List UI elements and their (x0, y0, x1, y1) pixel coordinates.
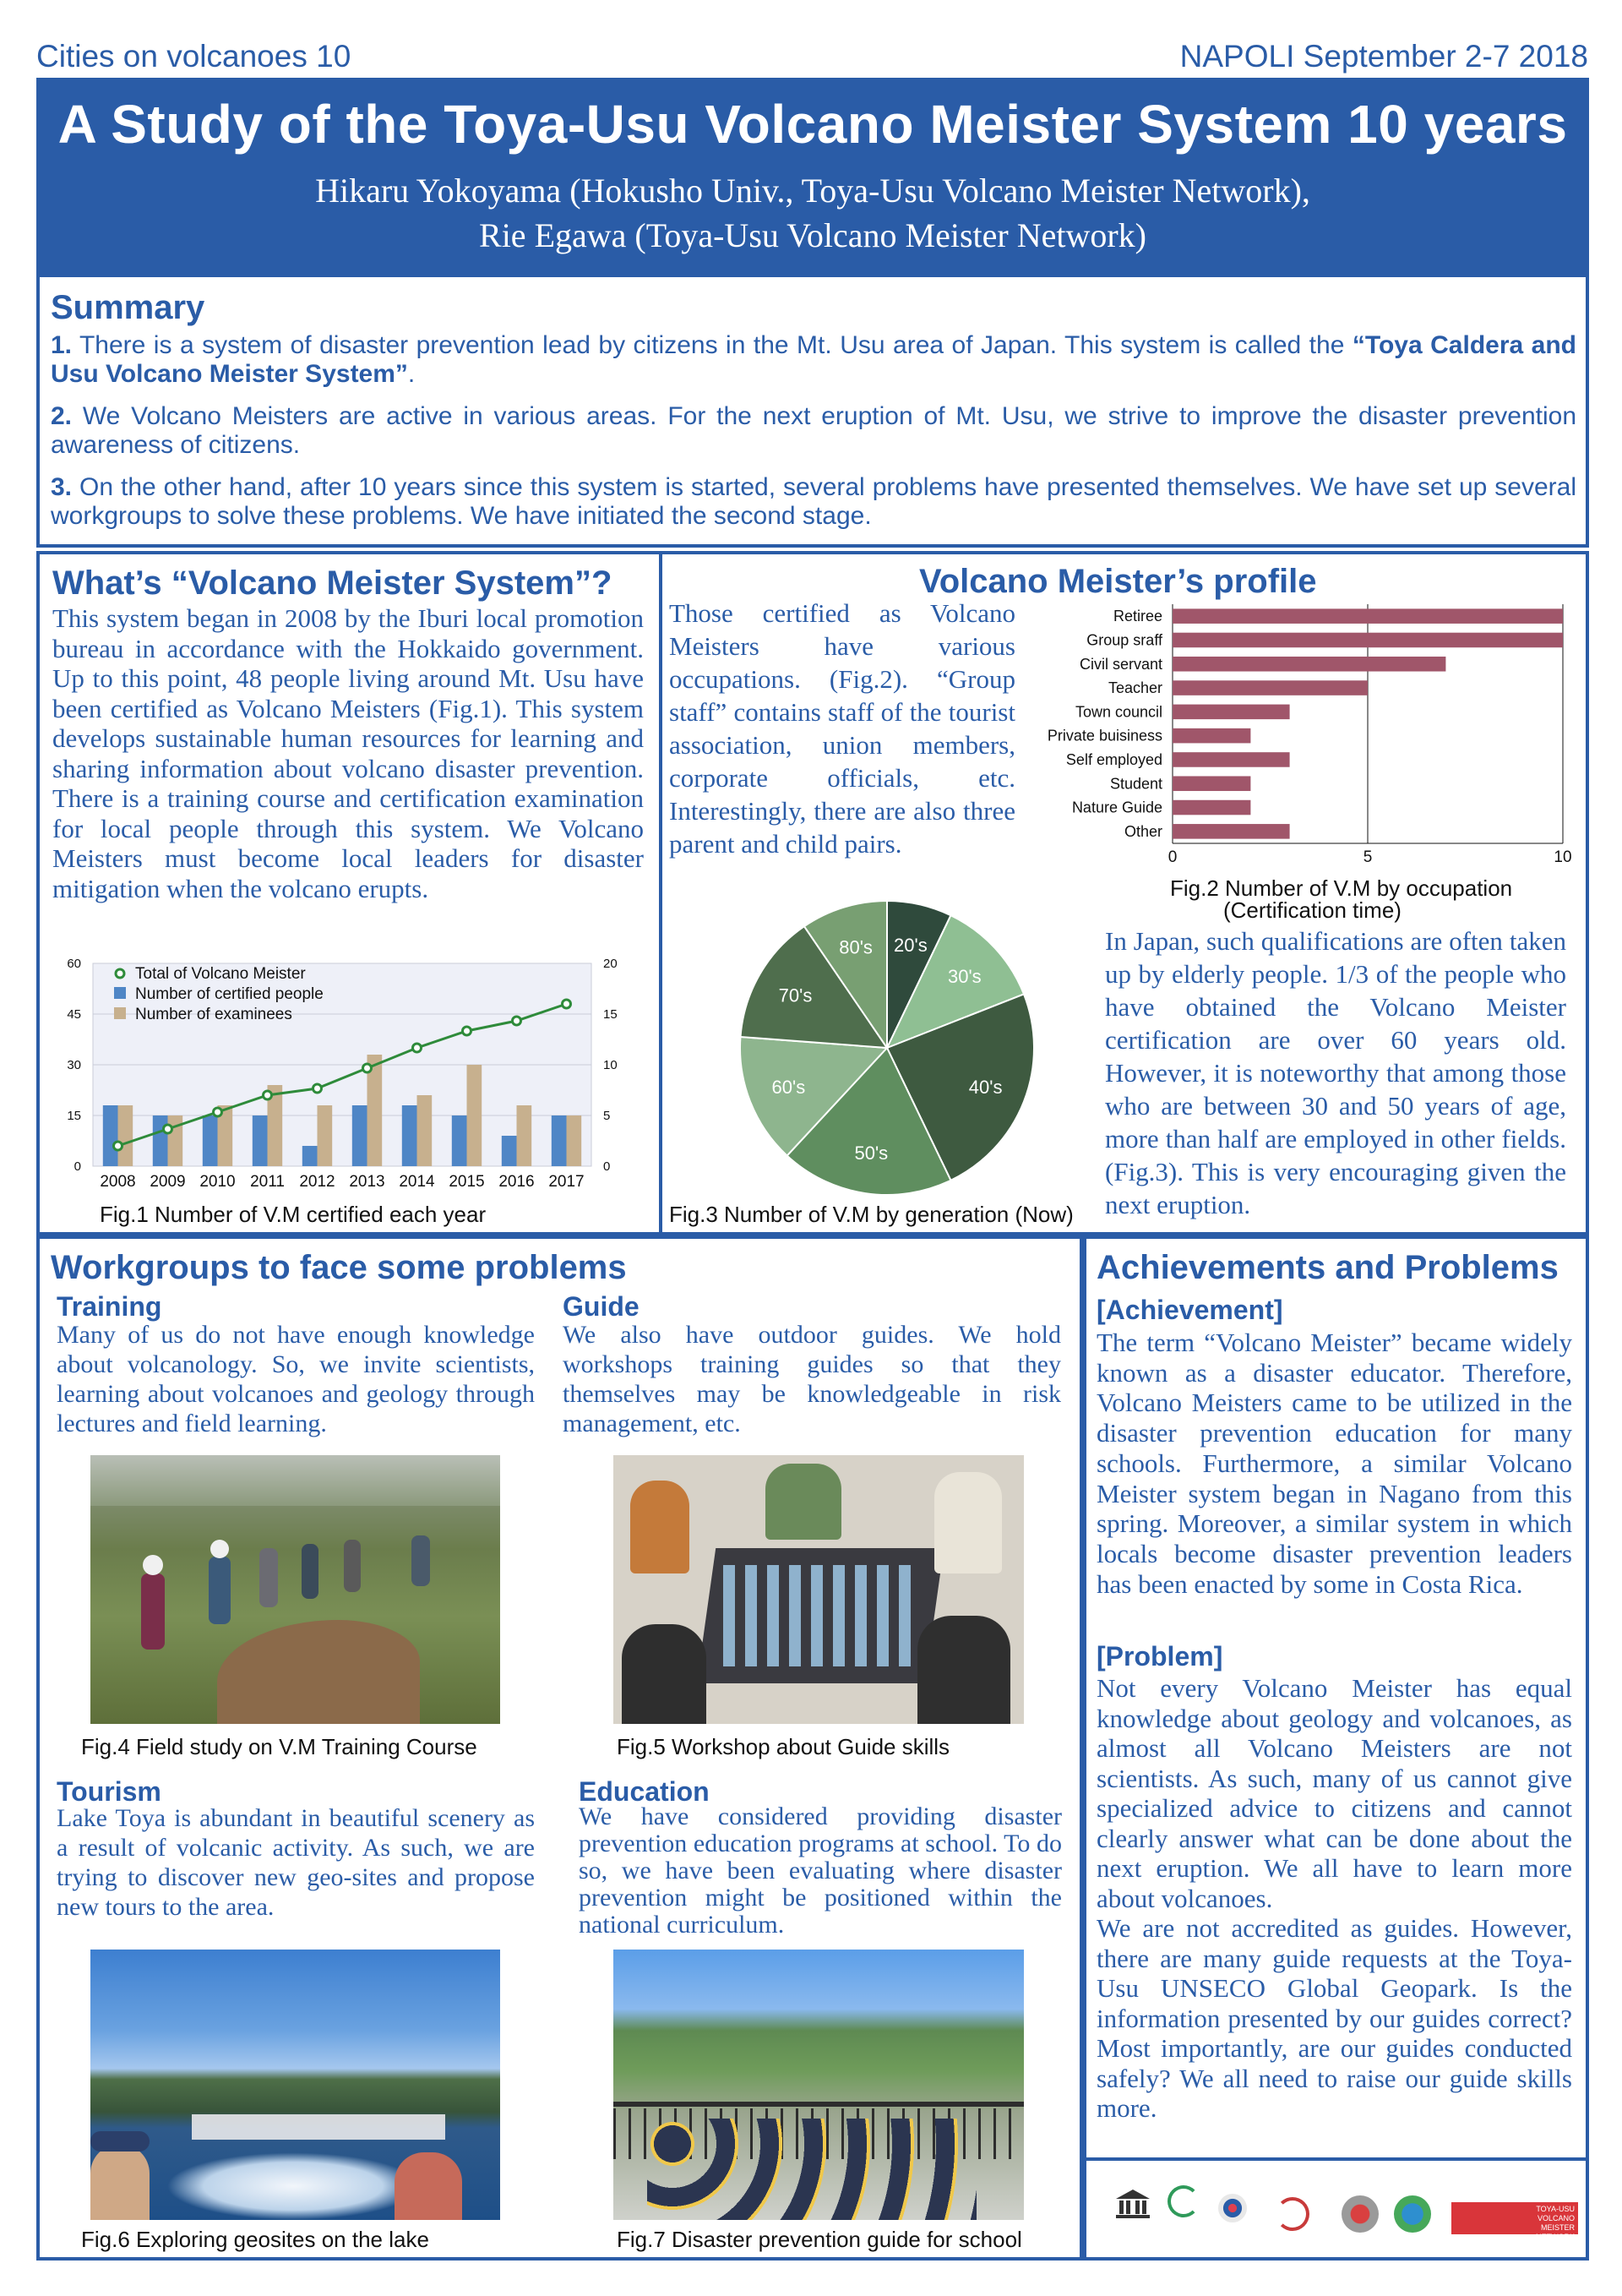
fig3-slice-label: 60's (771, 1076, 806, 1098)
guide-text: We also have outdoor guides. We hold workshops training guides so that they themselves may be knowledgeable in risk management, etc. (563, 1321, 1061, 1437)
fig1-total-point (164, 1125, 172, 1133)
fig2-chart (1022, 596, 1580, 875)
legend-total-marker (116, 969, 124, 978)
achievement-label: [Achievement] (1097, 1295, 1283, 1325)
whats-text: This system began in 2008 by the Iburi local promotion bureau in accordance with the Hokkaido government. Up to this point, 48 people living around Mt. Usu have been certified as Volcano Meisters (Fig.1). This system develops sustainable human resources for learning and sharing information about volcano disaster prevention. There is a training course and certification examination for local people through this system. We Volcano Meisters must become local leaders for disaster mitigation when the volcano erupts. (52, 603, 644, 903)
fig4-photo (90, 1455, 500, 1724)
summary-point-1-text: There is a system of disaster prevention lead by citizens in the Mt. Usu area of Japan. This system is called the (72, 331, 1353, 359)
authors-line-1: Hikaru Yokoyama (Hokusho Univ., Toya-Usu Volcano Meister Network), (315, 172, 1310, 210)
summary-point-3-num: 3. (51, 473, 73, 501)
toya-usu-geopark-logo (1218, 2194, 1247, 2222)
education-title: Education (579, 1776, 710, 1807)
vm-logo-line-1: TOYA-USU (1536, 2205, 1575, 2213)
fig1-x-tick: 2014 (399, 1173, 435, 1191)
legend-examinees-label: Number of examinees (135, 1006, 292, 1023)
fig1-x-tick: 2015 (449, 1173, 485, 1191)
legend-certified-swatch (114, 987, 126, 999)
fig1-total-point (513, 1017, 521, 1025)
fig2-category-label: Other (1124, 822, 1162, 840)
conference-name: Cities on volcanoes 10 (36, 39, 351, 74)
fig1-right-tick: 10 (603, 1058, 618, 1072)
summary-point-1-num: 1. (51, 331, 73, 359)
fig2-category-label: Retiree (1113, 608, 1162, 625)
fig1-caption: Fig.1 Number of V.M certified each year (100, 1202, 487, 1227)
fig1-right-tick: 0 (603, 1159, 611, 1174)
circle-logo-2 (1342, 2195, 1379, 2233)
fig2-category-label: Civil servant (1079, 655, 1162, 673)
fig1-bar-examinees (467, 1065, 482, 1166)
fig2-category-label: Town council (1075, 703, 1162, 721)
fig1-total-point (463, 1027, 471, 1035)
fig3-slice-label: 20's (894, 934, 928, 956)
fig5-photo (613, 1455, 1024, 1724)
profile-text-1: Those certified as Volcano Meisters have various occupations. (Fig.2). “Group staff” contains staff of the tourist association, union members, corporate officials, etc. Interestingly, there are also three parent and child pairs. (669, 598, 1015, 859)
tourism-title: Tourism (57, 1776, 161, 1807)
fig1-x-tick: 2010 (199, 1173, 236, 1191)
fig1-x-tick: 2008 (100, 1173, 136, 1191)
fig1-bar-certified (203, 1115, 218, 1166)
fig1-bar-examinees (168, 1115, 183, 1166)
fig1-x-tick: 2016 (498, 1173, 535, 1191)
summary-point-1-bold: “Toya Caldera and Usu Volcano Meister System” (51, 331, 1576, 388)
fig2-bar (1173, 800, 1250, 815)
fig2-caption-2: (Certification time) (1223, 897, 1402, 923)
fig1-bar-certified (552, 1115, 567, 1166)
fig1-bar-examinees (417, 1095, 433, 1166)
summary-point-1-end: . (407, 360, 416, 388)
summary-point-3-text: On the other hand, after 10 years since this system is started, several problems have presented themselves. We have set up several workgroups to solve these problems. We have initiated the second stage. (51, 473, 1576, 530)
fig2-bar (1173, 728, 1250, 744)
workgroups-title: Workgroups to face some problems (51, 1249, 627, 1286)
fig3-slice-label: 30's (948, 965, 982, 987)
conference-date: NAPOLI September 2-7 2018 (1179, 39, 1588, 74)
vm-logo-line-2: VOLCANO MEISTER (1537, 2214, 1575, 2232)
fig2-x-tick: 0 (1168, 848, 1178, 866)
fig1-total-point (363, 1064, 372, 1072)
legend-total-label: Total of Volcano Meister (135, 965, 306, 983)
fig1-bar-certified (352, 1105, 367, 1166)
fig1-bar-certified (103, 1105, 118, 1166)
legend-examinees-swatch (114, 1007, 126, 1019)
fig1-bar-certified (402, 1105, 417, 1166)
fig1-chart (42, 951, 659, 1231)
fig1-x-tick: 2009 (150, 1173, 186, 1191)
fig2-category-label: Private buisiness (1047, 727, 1162, 744)
unesco-logo (1113, 2187, 1152, 2221)
fig1-x-tick: 2012 (299, 1173, 335, 1191)
fig2-category-label: Self employed (1065, 750, 1162, 768)
fig2-x-tick: 10 (1554, 848, 1572, 866)
summary-title: Summary (51, 289, 205, 326)
fig2-caption-1: Fig.2 Number of V.M by occupation (1170, 875, 1513, 901)
fig1-left-tick: 45 (67, 1007, 81, 1022)
fig1-x-tick: 2011 (250, 1173, 285, 1191)
fig1-bar-examinees (567, 1115, 582, 1166)
education-text: We have considered providing disaster prevention education programs at school. To do so, we have been evaluating where disaster prevention might be positioned within the national curriculum. (579, 1802, 1062, 1939)
problem-text-2: We are not accredited as guides. However, there are many guide requests at the Toya-Usu UNSECO Global Geopark. Is the information presented by our guides correct? Most importantly, are our guides conducted safely? We all need to raise our guide skills more. (1097, 1913, 1572, 2123)
fig3-slice-label: 50's (854, 1142, 889, 1164)
fig1-right-tick: 5 (603, 1109, 611, 1123)
circle-logo-1 (1276, 2197, 1309, 2231)
fig4-caption: Fig.4 Field study on V.M Training Course (81, 1734, 477, 1759)
fig2-x-tick: 5 (1363, 848, 1373, 866)
summary-point-2 (51, 402, 1576, 460)
title-band (36, 78, 1589, 277)
poster-title: A Study of the Toya-Usu Volcano Meister System 10 years (57, 94, 1568, 155)
fig1-bar-certified (452, 1115, 467, 1166)
tourism-text: Lake Toya is abundant in beautiful scenery as a result of volcanic activity. As such, we are trying to discover new geo-sites and propose new tours to the area. (57, 1804, 535, 1921)
fig1-left-tick: 30 (67, 1058, 81, 1072)
fig2-bar (1173, 752, 1290, 767)
fig2-bar (1173, 680, 1368, 695)
training-text: Many of us do not have enough knowledge about volcanology. So, we invite scientists, learning about volcanoes and geology through lectures and field learning. (57, 1321, 535, 1437)
fig2-bar (1173, 824, 1290, 839)
fig1-bar-certified (302, 1146, 318, 1166)
fig7-photo (613, 1950, 1024, 2220)
fig1-bar-certified (253, 1115, 268, 1166)
summary-point-1 (51, 331, 1576, 389)
whats-title: What’s “Volcano Meister System”? (52, 564, 612, 602)
fig1-bar-certified (502, 1136, 517, 1166)
fig1-total-point (313, 1084, 322, 1093)
vm-logo-line-3: NETWORK (1536, 2233, 1575, 2241)
summary-point-2-text: We Volcano Meisters are active in various areas. For the next eruption of Mt. Usu, we strive to improve the disaster prevention awareness of citizens. (51, 402, 1576, 459)
fig3-slice-label: 40's (968, 1076, 1003, 1098)
fig3-caption: Fig.3 Number of V.M by generation (Now) (669, 1202, 1074, 1227)
fig2-bar (1173, 657, 1445, 672)
fig3-pie-chart (718, 887, 1056, 1208)
profile-text-2: In Japan, such qualifications are often taken up by elderly people. 1/3 of the people who have obtained the Volcano Meister certification are over 60 years old. However, it is noteworthy that among those who are between 30 and 50 years of age, more than half are employed in other fields. (Fig.3). This is very encouraging given the next eruption. (1105, 926, 1566, 1219)
fig3-slice-label: 70's (778, 984, 813, 1006)
circle-logo-3 (1394, 2195, 1431, 2233)
fig6-caption: Fig.6 Exploring geosites on the lake (81, 2227, 429, 2252)
fig2-bar (1173, 608, 1563, 624)
fig1-x-tick: 2017 (548, 1173, 585, 1191)
guide-title: Guide (563, 1291, 640, 1322)
fig1-right-tick: 15 (603, 1007, 618, 1022)
fig5-caption: Fig.5 Workshop about Guide skills (617, 1734, 950, 1759)
achievements-title: Achievements and Problems (1097, 1249, 1559, 1286)
fig1-bar-examinees (517, 1105, 532, 1166)
fig1-total-point (264, 1091, 272, 1099)
fig2-bar (1173, 705, 1290, 720)
vm-network-logo (1451, 2202, 1578, 2241)
geopark-logo (1168, 2185, 1200, 2217)
fig1-legend (114, 965, 324, 1023)
fig1-right-tick: 20 (603, 957, 618, 971)
authors-line-2: Rie Egawa (Toya-Usu Volcano Meister Network) (479, 216, 1146, 254)
achievement-text: The term “Volcano Meister” became widely known as a disaster educator. Therefore, Volcano Meisters came to be utilized in the disaster prevention education for many schools. Furthermore, a similar Volcano Meister system began in Nagano from this spring. Moreover, a similar system in which locals become disaster prevention leaders has been enacted by some in Costa Rica. (1097, 1328, 1572, 1599)
fig1-left-tick: 0 (73, 1159, 81, 1174)
fig1-bar-certified (153, 1115, 168, 1166)
fig2-category-label: Student (1109, 775, 1162, 793)
fig1-bar-examinees (118, 1105, 133, 1166)
fig1-left-tick: 15 (67, 1109, 81, 1123)
fig1-total-point (114, 1142, 122, 1150)
fig2-bar (1173, 633, 1563, 648)
summary-point-3 (51, 473, 1576, 531)
fig1-total-point (214, 1108, 222, 1116)
fig1-left-tick: 60 (67, 957, 81, 971)
problem-label: [Problem] (1097, 1641, 1223, 1672)
fig6-photo (90, 1950, 500, 2220)
fig7-caption: Fig.7 Disaster prevention guide for school (617, 2227, 1022, 2252)
fig1-bar-examinees (318, 1105, 333, 1166)
fig2-bar (1173, 776, 1250, 791)
legend-certified-label: Number of certified people (135, 985, 324, 1003)
fig1-x-tick: 2013 (349, 1173, 385, 1191)
fig1-total-point (413, 1044, 422, 1052)
training-title: Training (57, 1291, 162, 1322)
problem-text-1: Not every Volcano Meister has equal knowledge about geology and volcanoes, as almost all Volcano Meisters are not scientists. As such, many of us cannot give specialized advice to citizens and cannot clearly answer what can be done about the next eruption. We all have to learn more about volcanoes. (1097, 1673, 1572, 1913)
fig2-category-label: Teacher (1108, 679, 1162, 697)
profile-title: Volcano Meister’s profile (919, 563, 1317, 600)
fig2-category-label: Nature Guide (1071, 799, 1162, 816)
fig3-slice-label: 80's (839, 936, 873, 958)
summary-point-2-num: 2. (51, 402, 73, 430)
fig2-category-label: Group sraff (1086, 631, 1162, 649)
fig1-total-point (563, 1000, 571, 1008)
